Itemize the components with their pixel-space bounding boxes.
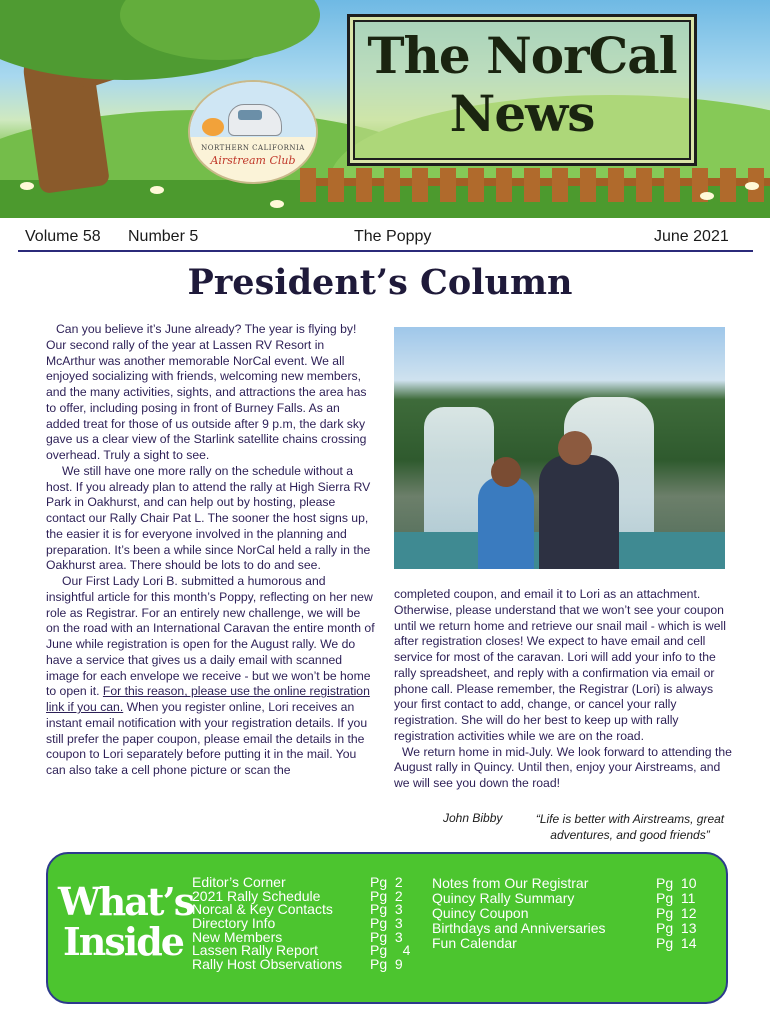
flower	[700, 192, 714, 200]
toc-page: Pg 3	[370, 915, 403, 932]
toc-item[interactable]: Quincy Rally Summary	[432, 890, 575, 906]
toc-page: Pg 4	[370, 942, 411, 959]
paragraph	[46, 574, 376, 779]
logo-text-club: Airstream Club	[210, 154, 296, 167]
title-line-2: News	[449, 84, 595, 143]
toc-item[interactable]: Rally Host Observations	[192, 956, 343, 973]
newsletter-title	[350, 27, 694, 143]
divider	[18, 250, 753, 252]
heading-line-1: What’s	[58, 879, 194, 924]
toc-item[interactable]: 2021 Rally Schedule	[192, 887, 321, 904]
toc-item[interactable]: Quincy Coupon	[432, 905, 529, 921]
toc-item[interactable]: New Members	[192, 928, 283, 945]
toc-page: Pg 9	[370, 956, 403, 973]
masthead-banner	[0, 0, 770, 218]
person	[539, 455, 619, 569]
flower	[150, 186, 164, 194]
toc-page: Pg 12	[656, 905, 697, 921]
poppy-flower-icon	[202, 118, 224, 136]
airstream-trailer-icon	[228, 104, 282, 136]
volume-label: Volume 58	[25, 228, 101, 245]
paragraph: We still have one more rally on the schedule without a host. If you already plan to attend the rally at High Sierra RV Park in Oakhurst, and can help out by hosting, please contact our Rally Chair Pat L. The sooner the host signs up, the easier it is for everyone involved in the planning and preparation. It’s been a while since NorCal held a rally in the Oakhurst area. There should be lots to do and see.	[46, 463, 371, 573]
whats-inside-heading	[58, 879, 194, 964]
logo-text-region: NORTHERN CALIFORNIA	[201, 144, 305, 152]
closing-quote: “Life is better with Airstreams, great adventures, and good friends”	[535, 812, 725, 842]
right-text-column	[394, 587, 732, 792]
toc-page: Pg 10	[656, 875, 697, 891]
toc-page: Pg 13	[656, 920, 697, 936]
trailer-window	[238, 110, 262, 120]
toc-page: Pg 2	[370, 874, 403, 890]
left-text-column	[46, 322, 376, 779]
online-registration-note: For this reason, please use the online registration link if you can.	[46, 684, 370, 714]
toc-item[interactable]: Directory Info	[192, 915, 276, 932]
whats-inside-box	[46, 852, 728, 1004]
toc-left-pages	[370, 876, 410, 972]
toc-right-titles	[432, 876, 606, 951]
column-title: President’s Column	[187, 262, 573, 303]
burney-falls-photo	[394, 327, 725, 569]
signature: John Bibby	[443, 811, 503, 825]
toc-page: Pg 11	[656, 890, 696, 906]
flower	[745, 182, 759, 190]
toc-page: Pg 14	[656, 935, 697, 951]
toc-left-titles	[192, 876, 342, 972]
paragraph: We return home in mid-July. We look forward to attending the August rally in Quincy. Until then, enjoy your Airstreams, and we will see you down the road!	[394, 744, 732, 790]
issue-name: The Poppy	[354, 228, 432, 245]
issue-info-bar	[0, 224, 770, 252]
toc-right-pages	[656, 876, 696, 951]
paragraph-text: When you register online, Lori receives an instant email notification with your registration details. If you still prefer the paper coupon, please email the details in the coupon to Lori separately before putting it in the mail. You can also take a cell phone picture or scan the	[46, 700, 368, 777]
toc-item[interactable]: Editor’s Corner	[192, 874, 286, 890]
toc-item[interactable]: Lassen Rally Report	[192, 942, 319, 959]
flower	[20, 182, 34, 190]
person-head	[491, 457, 521, 487]
toc-page: Pg 3	[370, 901, 403, 918]
toc-page: Pg 2	[370, 887, 403, 904]
person	[478, 477, 534, 569]
paragraph: Can you believe it’s June already? The year is flying by! Our second rally of the year at Lassen RV Resort in McArthur was another memorable NorCal event. We all enjoyed socializing with friends, welcoming new members, and the many activities, sights, and attractions the area has to offer, including posing in front of Burney Falls. As an added treat for those of us outside after 9 p.m, the dark sky gave us a clear view of the Starlink satellite chains crossing overhead. Truly a sight to see.	[46, 322, 367, 462]
toc-item[interactable]: Notes from Our Registrar	[432, 875, 589, 891]
paragraph-text: Our First Lady Lori B. submitted a humorous and insightful article for this month’s Poppy, reflecting on her new role as Registrar. For an entirely new challenge, we will be on the road with an International Caravan the entire month of June while registration is open for the August rally. We do have a service that gives us a daily email with scanned image for each envelope we receive - but we won’t be home to open it.	[46, 574, 375, 699]
title-line-1: The NorCal	[367, 26, 677, 85]
person-head	[558, 431, 592, 465]
number-label: Number 5	[128, 228, 199, 245]
heading-line-2: Inside	[63, 919, 183, 964]
toc-item[interactable]: Fun Calendar	[432, 935, 517, 951]
paragraph: completed coupon, and email it to Lori as an attachment. Otherwise, please understand that we won’t see your coupon until we return home and retrieve our snail mail - which is well after registration closes! We expect to have email and cell service for most of the caravan. Lori will add your info to the rally spreadsheet, and reply with a confirmation via email or phone call. Please remember, the Registrar (Lori) is always your first contact to add, change, or cancel your rally registration. She will do her best to keep up with rally registration activities while we are on the road.	[394, 587, 726, 743]
toc-item[interactable]: Birthdays and Anniversaries	[432, 920, 606, 936]
issue-date: June 2021	[654, 228, 729, 245]
flower	[270, 200, 284, 208]
toc-item[interactable]: Norcal & Key Contacts	[192, 901, 333, 918]
toc-page: Pg 3	[370, 928, 403, 945]
title-box	[347, 14, 697, 166]
club-logo	[188, 80, 318, 184]
